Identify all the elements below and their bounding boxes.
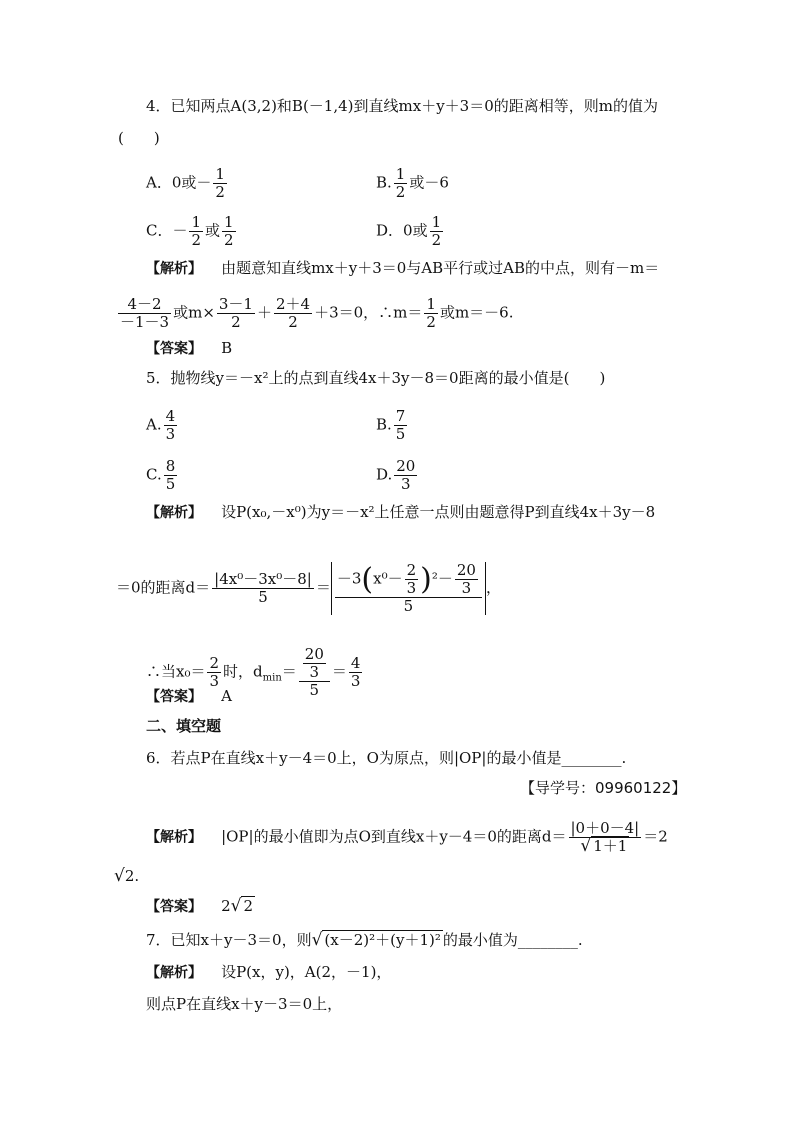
- q4-solution-line2: $\frac{4-2}{-1-3}$ 或m× $\frac{3-1}{2}$ ＋ $\frac{2+4}{2}$ ＋3＝0，∴m＝ $\frac{1}{2}$ 或m＝－6.: [120, 295, 514, 331]
- q5-stem: 5．抛物线y＝－x²上的点到直线4x＋3y－8＝0距离的最小值是( ): [146, 369, 606, 387]
- q4-stem: 4．已知两点A(3,2)和B(－1,4)到直线mx＋y＋3＝0的距离相等，则m的值为: [146, 97, 658, 115]
- q5-option-a: A. $\frac{4}{3}$: [146, 407, 176, 443]
- q6-reference-number: 【导学号：09960122】: [520, 779, 687, 797]
- q4-answer: 【答案】 B: [146, 339, 233, 357]
- section-heading: 二、填空题: [146, 717, 222, 735]
- q7-solution-line2: 则点P在直线x＋y－3＝0上，: [146, 995, 343, 1013]
- q6-solution-line2: √2.: [114, 866, 140, 886]
- q5-option-c: C. $\frac{8}{5}$: [146, 457, 176, 493]
- q5-solution-line2: ＝0的距离d＝ $\frac{\text{|4x⁰－3x⁰－8|}}{5}$ ＝ －3(x⁰－ $\frac{2}{3}$ )²－ $\frac{20}{3}$ 5 ，: [116, 561, 501, 615]
- q4-option-a: A．0或－ $\frac{1}{2}$: [146, 165, 225, 201]
- q6-answer: 【答案】 2√ 2: [146, 896, 254, 916]
- q4-paren: ( ): [118, 129, 160, 147]
- q7-solution-line1: 【解析】 设P(x，y)，A(2，－1)，: [146, 963, 392, 981]
- q6-solution-line1: 【解析】 |OP|的最小值即为点O到直线x＋y－4＝0的距离d＝ $\frac{|0+0-4|}{√ 1+1}$ ＝2: [146, 819, 668, 856]
- q4-option-c: C．－ $\frac{1}{2}$ 或 $\frac{1}{2}$: [146, 213, 234, 249]
- q5-solution-line3: ∴当x₀＝ $\frac{2}{3}$ 时，$d_{min}=$ $\frac{\frac{20}{3}}{5}$ ＝ $\frac{4}{3}$: [146, 645, 361, 699]
- q5-option-b: B. $\frac{7}{5}$: [376, 407, 406, 443]
- q4-option-d: D．0或 $\frac{1}{2}$: [376, 213, 442, 249]
- q6-stem: 6．若点P在直线x＋y－4＝0上，O为原点，则|OP|的最小值是________.: [146, 749, 627, 767]
- q5-solution-line1: 【解析】 设P(x₀,－x⁰)为y＝－x²上任意一点则由题意得P到直线4x＋3y－8: [146, 503, 656, 521]
- q4-option-b: B. $\frac{1}{2}$ 或－6: [376, 165, 449, 201]
- q5-option-d: D. $\frac{20}{3}$: [376, 457, 416, 493]
- jiexi-label: 【解析】: [146, 261, 202, 277]
- q4-solution-line1: 【解析】 由题意知直线mx＋y＋3＝0与AB平行或过AB的中点，则有－m＝: [146, 259, 660, 277]
- q7-stem: 7．已知x＋y－3＝0，则√ (x－2)²＋(y＋1)² 的最小值为________.: [146, 930, 583, 950]
- q5-answer: 【答案】 A: [146, 687, 232, 705]
- daan-label: 【答案】: [146, 341, 202, 357]
